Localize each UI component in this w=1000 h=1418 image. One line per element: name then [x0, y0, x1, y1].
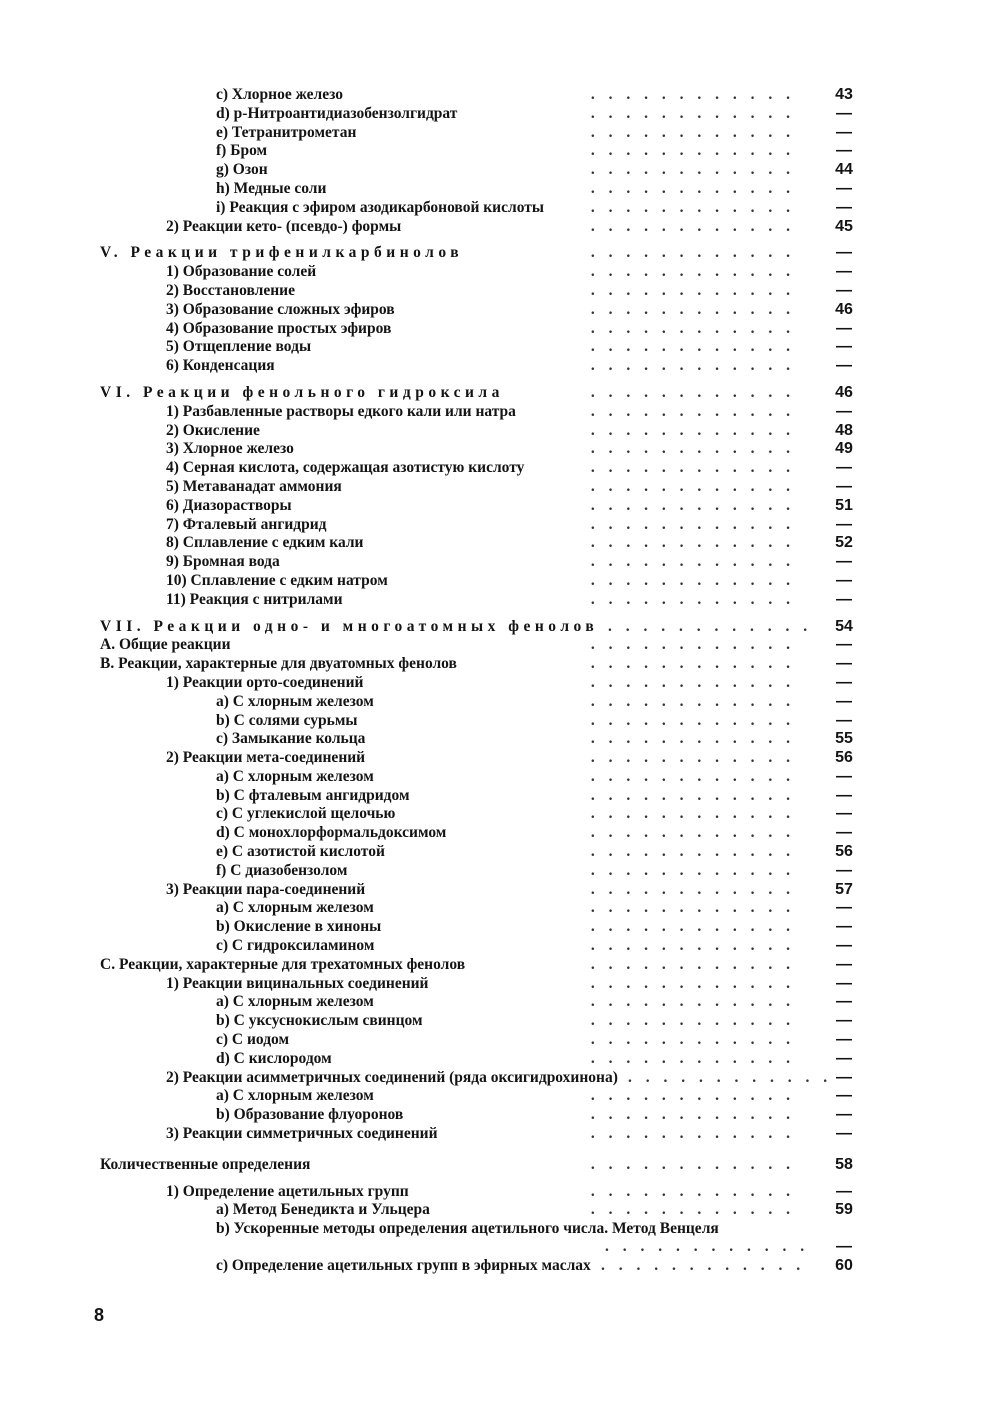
dot-leader: . . . . . . . . . . . .: [590, 198, 795, 216]
toc-entry-label: 2) Окисление: [166, 421, 260, 439]
toc-entry-label: 1) Реакции орто-соединений: [166, 673, 364, 691]
toc-entry-label: f) Бром: [216, 142, 268, 160]
toc-entry-page: —: [836, 571, 852, 589]
toc-entry-page: 60: [835, 1257, 853, 1275]
toc-entry: [0, 161, 1000, 180]
toc-entry: [0, 1050, 1000, 1069]
toc-entry-label: 3) Реакции пара-соединений: [166, 880, 366, 898]
toc-entry-label: 2) Восстановление: [166, 281, 295, 299]
dot-leader: . . . . . . . . . . . .: [605, 1238, 810, 1256]
toc-entry-page: 52: [835, 534, 853, 552]
toc-entry-page: —: [836, 899, 852, 917]
dot-leader: . . . . . . . . . . . .: [590, 281, 795, 299]
toc-entry-label: 1) Реакции вицинальных соединений: [166, 974, 429, 992]
toc-entry-label: 3) Образование сложных эфиров: [166, 300, 395, 318]
toc-entry: [0, 440, 1000, 459]
toc-entry-label: h) Медные соли: [216, 179, 327, 197]
toc-entry-page: —: [836, 673, 852, 691]
dot-leader: . . . . . . . . . . . .: [590, 123, 795, 141]
toc-entry: [0, 572, 1000, 591]
toc-entry: [0, 787, 1000, 806]
dot-leader: . . . . . . . . . . . .: [590, 843, 795, 861]
toc-entry-label: 6) Диазорастворы: [166, 496, 292, 514]
toc-entry: [0, 422, 1000, 441]
toc-entry-page: —: [836, 590, 852, 608]
toc-entry: [0, 403, 1000, 422]
dot-leader: . . . . . . . . . . . .: [590, 1031, 795, 1049]
toc-entry-page: 57: [835, 880, 853, 898]
toc-entry-page: —: [836, 711, 852, 729]
dot-leader: . . . . . . . . . . . .: [590, 1125, 795, 1143]
toc-entry: [0, 993, 1000, 1012]
toc-entry-label: 11) Реакция с нитрилами: [166, 590, 343, 608]
dot-leader: . . . . . . . . . . . .: [590, 534, 795, 552]
toc-entry-page: —: [836, 477, 852, 495]
dot-leader: . . . . . . . . . . . .: [590, 553, 795, 571]
toc-entry-label: b) Ускоренные методы определения ацетильного числа. Метод Венцеля: [216, 1220, 719, 1238]
toc-entry-page: 46: [835, 383, 853, 401]
dot-leader: . . . . . . . . . . . .: [590, 357, 795, 375]
dot-leader: . . . . . . . . . . . .: [590, 104, 795, 122]
toc-entry-label: c) Определение ацетильных групп в эфирных маслах: [216, 1257, 591, 1275]
toc-entry-page: —: [836, 459, 852, 477]
toc-entry: [0, 105, 1000, 124]
toc-entry: [0, 553, 1000, 572]
dot-leader: . . . . . . . . . . . .: [590, 86, 795, 103]
dot-leader: . . . . . . . . . . . .: [590, 217, 795, 235]
dot-leader: . . . . . . . . . . . .: [590, 142, 795, 160]
toc-entry: [0, 1201, 1000, 1220]
toc-entry-label: b) С солями сурьмы: [216, 711, 358, 729]
dot-leader: . . . . . . . . . . . .: [590, 730, 795, 748]
toc-entry-page: 55: [835, 730, 853, 748]
toc-entry-page: —: [836, 244, 852, 262]
toc-entry: [0, 459, 1000, 478]
toc-entry-page: —: [836, 357, 852, 375]
toc-entry: [0, 1087, 1000, 1106]
toc-entry: [0, 320, 1000, 339]
toc-entry: [0, 86, 1000, 105]
toc-entry: [0, 282, 1000, 301]
dot-leader: . . . . . . . . . . . .: [590, 1201, 795, 1219]
dot-leader: . . . . . . . . . . . .: [608, 617, 813, 635]
toc-entry-page: —: [836, 553, 852, 571]
toc-entry-page: —: [836, 1125, 852, 1143]
toc-entry-page: —: [836, 1068, 852, 1086]
toc-entry-label: a) С хлорным железом: [216, 1087, 374, 1105]
toc-entry-page: —: [836, 281, 852, 299]
toc-entry: [0, 899, 1000, 918]
toc-entry-label: b) С фталевым ангидридом: [216, 786, 410, 804]
toc-entry-label: f) С диазобензолом: [216, 861, 348, 879]
toc-entry: [0, 618, 1000, 637]
toc-entry: [0, 591, 1000, 610]
toc-entry-label: 9) Бромная вода: [166, 553, 280, 571]
toc-entry: [0, 768, 1000, 787]
toc-entry-label: c) Хлорное железо: [216, 86, 343, 103]
toc-entry-label: b) С уксуснокислым свинцом: [216, 1012, 423, 1030]
toc-entry-page: —: [836, 655, 852, 673]
toc-entry-page: —: [836, 263, 852, 281]
toc-entry-page: 46: [835, 300, 853, 318]
toc-entry-page: 45: [835, 217, 853, 235]
dot-leader: . . . . . . . . . . . .: [590, 955, 795, 973]
toc-entry-page: 49: [835, 440, 853, 458]
toc-entry-page: —: [836, 824, 852, 842]
toc-entry-label: Количественные определения: [100, 1155, 311, 1173]
dot-leader: . . . . . . . . . . . .: [590, 179, 795, 197]
toc-entry-page: 56: [835, 749, 853, 767]
dot-leader: . . . . . . . . . . . .: [590, 571, 795, 589]
toc-entry-label: A. Общие реакции: [100, 636, 231, 654]
toc-entry: [0, 142, 1000, 161]
toc-entry-page: —: [836, 993, 852, 1011]
toc-entry-page: —: [836, 402, 852, 420]
toc-entry-label: 2) Реакции кето- (псевдо-) формы: [166, 217, 402, 235]
dot-leader: . . . . . . . . . . . .: [590, 655, 795, 673]
toc-entry-label: 2) Реакции асимметричных соединений (ряда оксигидрохинона): [166, 1068, 618, 1086]
dot-leader: . . . . . . . . . . . .: [590, 244, 795, 262]
toc-entry: [0, 730, 1000, 749]
toc-entry-page: —: [836, 692, 852, 710]
toc-entry: [0, 263, 1000, 282]
toc-entry-label: c) Замыкание кольца: [216, 730, 366, 748]
toc-entry-label: a) С хлорным железом: [216, 993, 374, 1011]
dot-leader: . . . . . . . . . . . .: [601, 1257, 806, 1275]
toc-entry: [0, 534, 1000, 553]
dot-leader: . . . . . . . . . . . .: [590, 496, 795, 514]
toc-entry-page: 51: [835, 496, 853, 514]
toc-entry-label: g) Озон: [216, 161, 268, 179]
toc-entry-label: d) С монохлорформальдоксимом: [216, 824, 447, 842]
dot-leader: . . . . . . . . . . . .: [590, 459, 795, 477]
toc-entry: [0, 124, 1000, 143]
dot-leader: . . . . . . . . . . . .: [590, 692, 795, 710]
toc-entry-label: e) С азотистой кислотой: [216, 843, 385, 861]
toc-entry-label: VII. Реакции одно- и многоатомных фенолов: [100, 617, 599, 635]
toc-entry-label: d) p-Нитроантидиазобензолгидрат: [216, 104, 458, 122]
toc-entry-page: —: [836, 1087, 852, 1105]
toc-entry-label: d) С кислородом: [216, 1049, 332, 1067]
toc-entry-page: —: [836, 937, 852, 955]
dot-leader: . . . . . . . . . . . .: [590, 590, 795, 608]
toc-entry: [0, 805, 1000, 824]
toc-entry-page: —: [836, 1238, 852, 1256]
toc-entry-label: a) С хлорным железом: [216, 692, 374, 710]
dot-leader: . . . . . . . . . . . .: [590, 263, 795, 281]
toc-entry-label: 8) Сплавление с едким кали: [166, 534, 364, 552]
toc-entry: [0, 956, 1000, 975]
dot-leader: . . . . . . . . . . . .: [590, 1182, 795, 1200]
toc-entry-label: c) С углекислой щелочью: [216, 805, 396, 823]
toc-entry-label: 2) Реакции мета-соединений: [166, 749, 366, 767]
toc-entry-label: 5) Отщепление воды: [166, 338, 312, 356]
toc-entry-label: 1) Разбавленные растворы едкого кали или натра: [166, 402, 516, 420]
toc-entry-page: —: [836, 786, 852, 804]
toc-entry-page: —: [836, 974, 852, 992]
dot-leader: . . . . . . . . . . . .: [590, 673, 795, 691]
toc-entry-page: —: [836, 142, 852, 160]
toc-entry: [0, 1183, 1000, 1202]
toc-entry: [0, 244, 1000, 263]
toc-entry: [0, 338, 1000, 357]
toc-entry-label: 5) Метаванадат аммония: [166, 477, 342, 495]
toc-entry-label: 3) Реакции симметричных соединений: [166, 1125, 438, 1143]
toc-entry-label: V. Реакции трифенилкарбинолов: [100, 244, 464, 262]
dot-leader: . . . . . . . . . . . .: [590, 1087, 795, 1105]
dot-leader: . . . . . . . . . . . .: [590, 1012, 795, 1030]
toc-entry-label: B. Реакции, характерные для двуатомных фенолов: [100, 655, 457, 673]
dot-leader: . . . . . . . . . . . .: [590, 880, 795, 898]
toc-entry-label: i) Реакция с эфиром азодикарбоновой кислоты: [216, 198, 544, 216]
toc-entry-label: C. Реакции, характерные для трехатомных фенолов: [100, 955, 466, 973]
dot-leader: . . . . . . . . . . . .: [590, 338, 795, 356]
toc-entry-page: 58: [835, 1155, 853, 1173]
toc-entry: [0, 218, 1000, 237]
toc-entry: [0, 1220, 1000, 1257]
toc-entry-page: —: [836, 1106, 852, 1124]
toc-entry-label: a) С хлорным железом: [216, 767, 374, 785]
dot-leader: . . . . . . . . . . . .: [590, 786, 795, 804]
toc-entry-page: 44: [835, 161, 853, 179]
toc-entry-label: b) Образование флуоронов: [216, 1106, 404, 1124]
toc-entry-page: —: [836, 1049, 852, 1067]
toc-entry: [0, 693, 1000, 712]
toc-entry-page: —: [836, 123, 852, 141]
toc-entry: [0, 937, 1000, 956]
toc-entry-page: 43: [835, 86, 853, 103]
toc-entry-page: 56: [835, 843, 853, 861]
dot-leader: . . . . . . . . . . . .: [590, 824, 795, 842]
toc-entry-label: a) С хлорным железом: [216, 899, 374, 917]
toc-entry-page: —: [836, 767, 852, 785]
dot-leader: . . . . . . . . . . . .: [590, 477, 795, 495]
toc-entry-page: —: [836, 515, 852, 533]
toc-entry-label: 4) Образование простых эфиров: [166, 319, 392, 337]
toc-entry: [0, 975, 1000, 994]
dot-leader: . . . . . . . . . . . .: [590, 161, 795, 179]
dot-leader: . . . . . . . . . . . .: [590, 421, 795, 439]
toc-entry: [0, 1156, 1000, 1175]
toc-entry-page: —: [836, 861, 852, 879]
toc-entry: [0, 516, 1000, 535]
dot-leader: . . . . . . . . . . . .: [590, 711, 795, 729]
toc-entry: [0, 843, 1000, 862]
dot-leader: . . . . . . . . . . . .: [590, 993, 795, 1011]
toc-entry: [0, 674, 1000, 693]
toc-entry: [0, 1257, 1000, 1276]
toc-entry: [0, 749, 1000, 768]
toc-entry-page: —: [836, 1031, 852, 1049]
dot-leader: . . . . . . . . . . . .: [590, 383, 795, 401]
toc-entry-page: —: [836, 805, 852, 823]
toc-entry: [0, 357, 1000, 376]
toc-entry-label: 6) Конденсация: [166, 357, 275, 375]
toc-entry-label: 1) Определение ацетильных групп: [166, 1182, 409, 1200]
toc-entry-label: 10) Сплавление с едким натром: [166, 571, 388, 589]
toc-entry: [0, 712, 1000, 731]
toc-entry-page: —: [836, 636, 852, 654]
dot-leader: . . . . . . . . . . . .: [628, 1068, 833, 1086]
dot-leader: . . . . . . . . . . . .: [590, 899, 795, 917]
dot-leader: . . . . . . . . . . . .: [590, 402, 795, 420]
toc-entry-page: —: [836, 179, 852, 197]
toc-entry: [0, 478, 1000, 497]
dot-leader: . . . . . . . . . . . .: [590, 440, 795, 458]
dot-leader: . . . . . . . . . . . .: [590, 767, 795, 785]
toc-entry-label: c) С гидроксиламином: [216, 937, 375, 955]
toc-entry-label: b) Окисление в хиноны: [216, 918, 382, 936]
toc-entry-page: —: [836, 1012, 852, 1030]
toc-entry: [0, 384, 1000, 403]
toc-entry-page: —: [836, 104, 852, 122]
toc-entry: [0, 1125, 1000, 1144]
table-of-contents: [0, 86, 1000, 1276]
toc-entry-page: —: [836, 918, 852, 936]
dot-leader: . . . . . . . . . . . .: [590, 636, 795, 654]
toc-entry-label: c) С иодом: [216, 1031, 290, 1049]
toc-entry-label: a) Метод Бенедикта и Ульцера: [216, 1201, 430, 1219]
toc-entry: [0, 1031, 1000, 1050]
dot-leader: . . . . . . . . . . . .: [590, 515, 795, 533]
toc-entry: [0, 180, 1000, 199]
toc-entry-page: —: [836, 1182, 852, 1200]
toc-entry: [0, 1069, 1000, 1088]
dot-leader: . . . . . . . . . . . .: [590, 300, 795, 318]
toc-entry-label: VI. Реакции фенольного гидроксила: [100, 383, 504, 401]
dot-leader: . . . . . . . . . . . .: [590, 937, 795, 955]
toc-entry: [0, 862, 1000, 881]
toc-entry: [0, 199, 1000, 218]
dot-leader: . . . . . . . . . . . .: [590, 749, 795, 767]
dot-leader: . . . . . . . . . . . .: [590, 1106, 795, 1124]
toc-entry-label: 1) Образование солей: [166, 263, 317, 281]
toc-entry-page: —: [836, 338, 852, 356]
dot-leader: . . . . . . . . . . . .: [590, 974, 795, 992]
toc-entry: [0, 636, 1000, 655]
toc-entry-label: 4) Серная кислота, содержащая азотистую кислоту: [166, 459, 525, 477]
dot-leader: . . . . . . . . . . . .: [590, 805, 795, 823]
toc-entry-page: —: [836, 955, 852, 973]
toc-entry: [0, 1012, 1000, 1031]
toc-entry: [0, 1106, 1000, 1125]
toc-entry: [0, 301, 1000, 320]
toc-entry-page: 54: [835, 617, 853, 635]
toc-entry-page: 59: [835, 1201, 853, 1219]
dot-leader: . . . . . . . . . . . .: [590, 861, 795, 879]
dot-leader: . . . . . . . . . . . .: [590, 1155, 795, 1173]
page-number: 8: [94, 1305, 105, 1325]
dot-leader: . . . . . . . . . . . .: [590, 918, 795, 936]
toc-entry: [0, 881, 1000, 900]
dot-leader: . . . . . . . . . . . .: [590, 1049, 795, 1067]
dot-leader: . . . . . . . . . . . .: [590, 319, 795, 337]
toc-entry-label: 7) Фталевый ангидрид: [166, 515, 327, 533]
toc-entry: [0, 824, 1000, 843]
toc-entry-page: —: [836, 319, 852, 337]
toc-entry: [0, 655, 1000, 674]
toc-entry-page: 48: [835, 421, 853, 439]
toc-entry-label: 3) Хлорное железо: [166, 440, 294, 458]
toc-entry: [0, 497, 1000, 516]
toc-entry: [0, 918, 1000, 937]
toc-entry-label: e) Тетранитрометан: [216, 123, 357, 141]
toc-entry-page: —: [836, 198, 852, 216]
